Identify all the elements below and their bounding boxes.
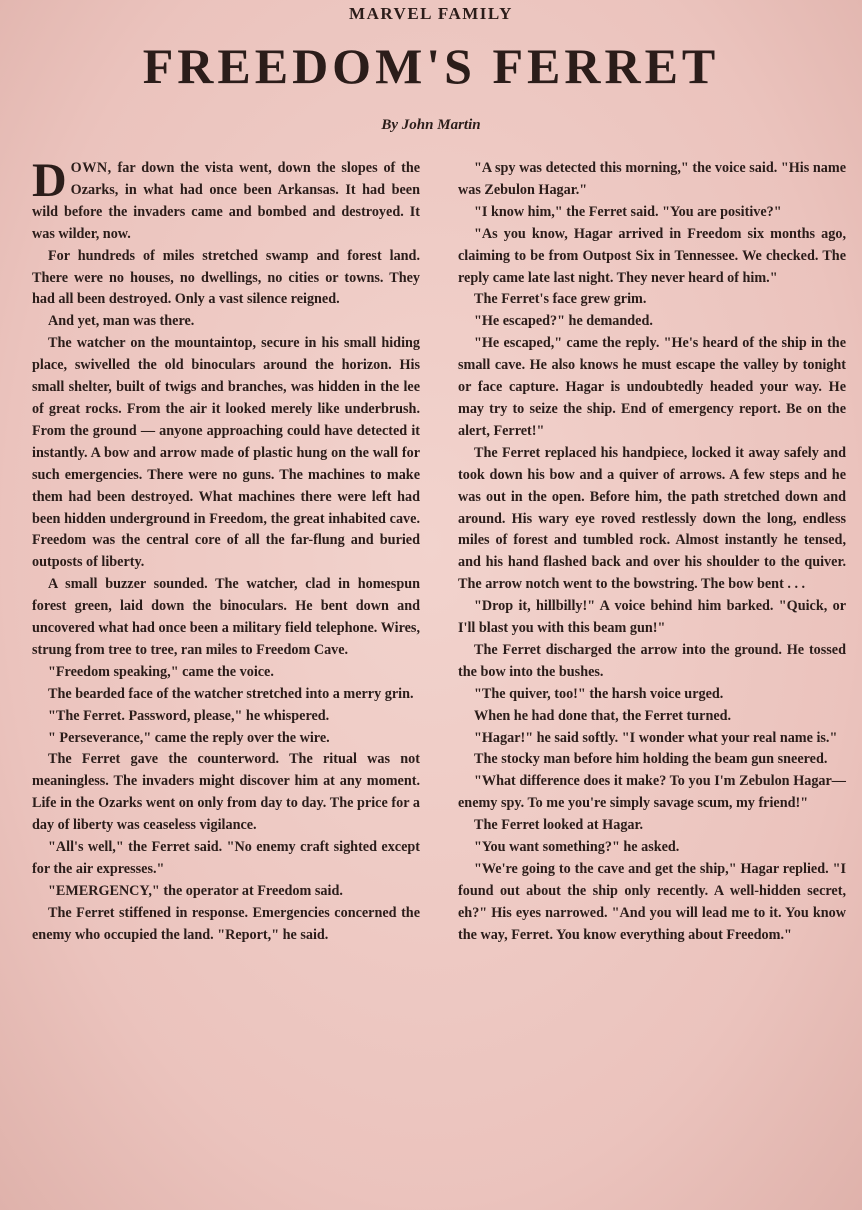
paragraph: "What difference does it make? To you I'm Zebulon Hagar—enemy spy. To me you're simply savage scum, my friend!" xyxy=(458,773,846,812)
paragraph: The Ferret gave the counterword. The ritual was not meaningless. The invaders might discover him at any moment. Life in the Ozarks went on only from day to day. The price for a day of liberty was ceaseless vigilance. xyxy=(32,751,420,834)
paragraph: When he had done that, the Ferret turned. xyxy=(474,707,732,724)
paragraph: "Hagar!" he said softly. "I wonder what your real name is." xyxy=(474,729,838,746)
paragraph: A small buzzer sounded. The watcher, clad in homespun forest green, laid down the binoculars. He bent down and uncovered what had once been a military field telephone. Wires, strung from tree to tree, ran miles to Freedom Cave. xyxy=(32,576,420,658)
paragraph-text: far down the vista went, down the slopes of the Ozarks, in what had once been Arkansas. It had been wild before the invaders came and bombed and destroyed. It was wilder, now. xyxy=(32,160,421,242)
paragraph: "Freedom speaking," came the voice. xyxy=(48,663,274,680)
right-column xyxy=(458,158,846,947)
series-header: MARVEL FAMILY xyxy=(349,4,513,23)
paragraph xyxy=(32,154,421,246)
paragraph: "All's well," the Ferret said. "No enemy craft sighted except for the air expresses." xyxy=(32,839,420,877)
paragraph: "As you know, Hagar arrived in Freedom six months ago, claiming to be from Outpost Six in Tennessee. We checked. The reply came late last night. They never heard of him." xyxy=(458,225,846,286)
paragraph: "EMERGENCY," the operator at Freedom said. xyxy=(48,882,343,899)
left-column xyxy=(32,154,421,947)
paragraph: And yet, man was there. xyxy=(48,313,195,330)
paragraph: "A spy was detected this morning," the voice said. "His name was Zebulon Hagar." xyxy=(458,160,846,198)
paragraph: The bearded face of the watcher stretched into a merry grin. xyxy=(48,685,414,702)
paragraph: The Ferret discharged the arrow into the ground. He tossed the bow into the bushes. xyxy=(458,641,846,680)
byline: By John Martin xyxy=(381,117,481,133)
paragraph: "He escaped?" he demanded. xyxy=(474,313,653,330)
paragraph: The stocky man before him holding the beam gun sneered. xyxy=(474,751,828,768)
drop-cap: D xyxy=(32,154,67,207)
paragraph: The Ferret's face grew grim. xyxy=(474,291,647,308)
paragraph: "He escaped," came the reply. "He's heard of the ship in the small cave. He also knows he must escape the valley by tonight or face capture. Hagar is undoubtedly headed your way. He may try to seize the ship. End of emergency report. Be on the alert, Ferret!" xyxy=(458,335,846,439)
paragraph: "I know him," the Ferret said. "You are positive?" xyxy=(474,203,782,220)
paragraph: The watcher on the mountaintop, secure in his small hiding place, swivelled the old binoculars around the horizon. His small shelter, built of twigs and branches, was hidden in the lee of great rocks. From the air it looked merely like underbrush. From the ground — anyone approaching could have detected it instantly. A bow and arrow made of plastic hung on the wall for such emergencies. There were no guns. The machines to make them had been destroyed. What machines there were left had been hidden underground in Freedom, the great inhabited cave. Freedom was the central core of all the far-flung and buried outposts of liberty. xyxy=(32,335,420,571)
paragraph: The Ferret looked at Hagar. xyxy=(474,817,644,834)
lead-word: OWN, xyxy=(70,160,112,176)
paragraph: "We're going to the cave and get the ship," Hagar replied. "I found out about the ship only recently. A well-hidden secret, eh?" His eyes narrowed. "And you will lead me to it. You know the way, Ferret. You know everything about Freedom." xyxy=(458,861,846,943)
paragraph: The Ferret replaced his handpiece, locked it away safely and took down his bow and a quiver of arrows. A few steps and he was out in the open. Before him, the path stretched down and around. His wary eye roved restlessly down the long, endless miles of forest and tumbled rock. Almost instantly he tensed, and his hand flashed back and over his shoulder to the quiver. The arrow notch went to the bowstring. The bow bent . . . xyxy=(458,444,846,593)
paragraph: For hundreds of miles stretched swamp and forest land. There were no houses, no dwellings, no cities or towns. They had all been destroyed. Only a vast silence reigned. xyxy=(32,247,420,308)
story-title: FREEDOM'S FERRET xyxy=(142,38,720,94)
paragraph: "The Ferret. Password, please," he whispered. xyxy=(48,707,330,724)
paragraph: "The quiver, too!" the harsh voice urged. xyxy=(474,685,724,702)
paragraph: "You want something?" he asked. xyxy=(474,839,680,856)
paragraph: "Drop it, hillbilly!" A voice behind him barked. "Quick, or I'll blast you with this beam gun!" xyxy=(458,598,846,637)
paragraph: " Perseverance," came the reply over the wire. xyxy=(48,729,330,746)
paragraph: The Ferret stiffened in response. Emergencies concerned the enemy who occupied the land. "Report," he said. xyxy=(32,904,420,943)
